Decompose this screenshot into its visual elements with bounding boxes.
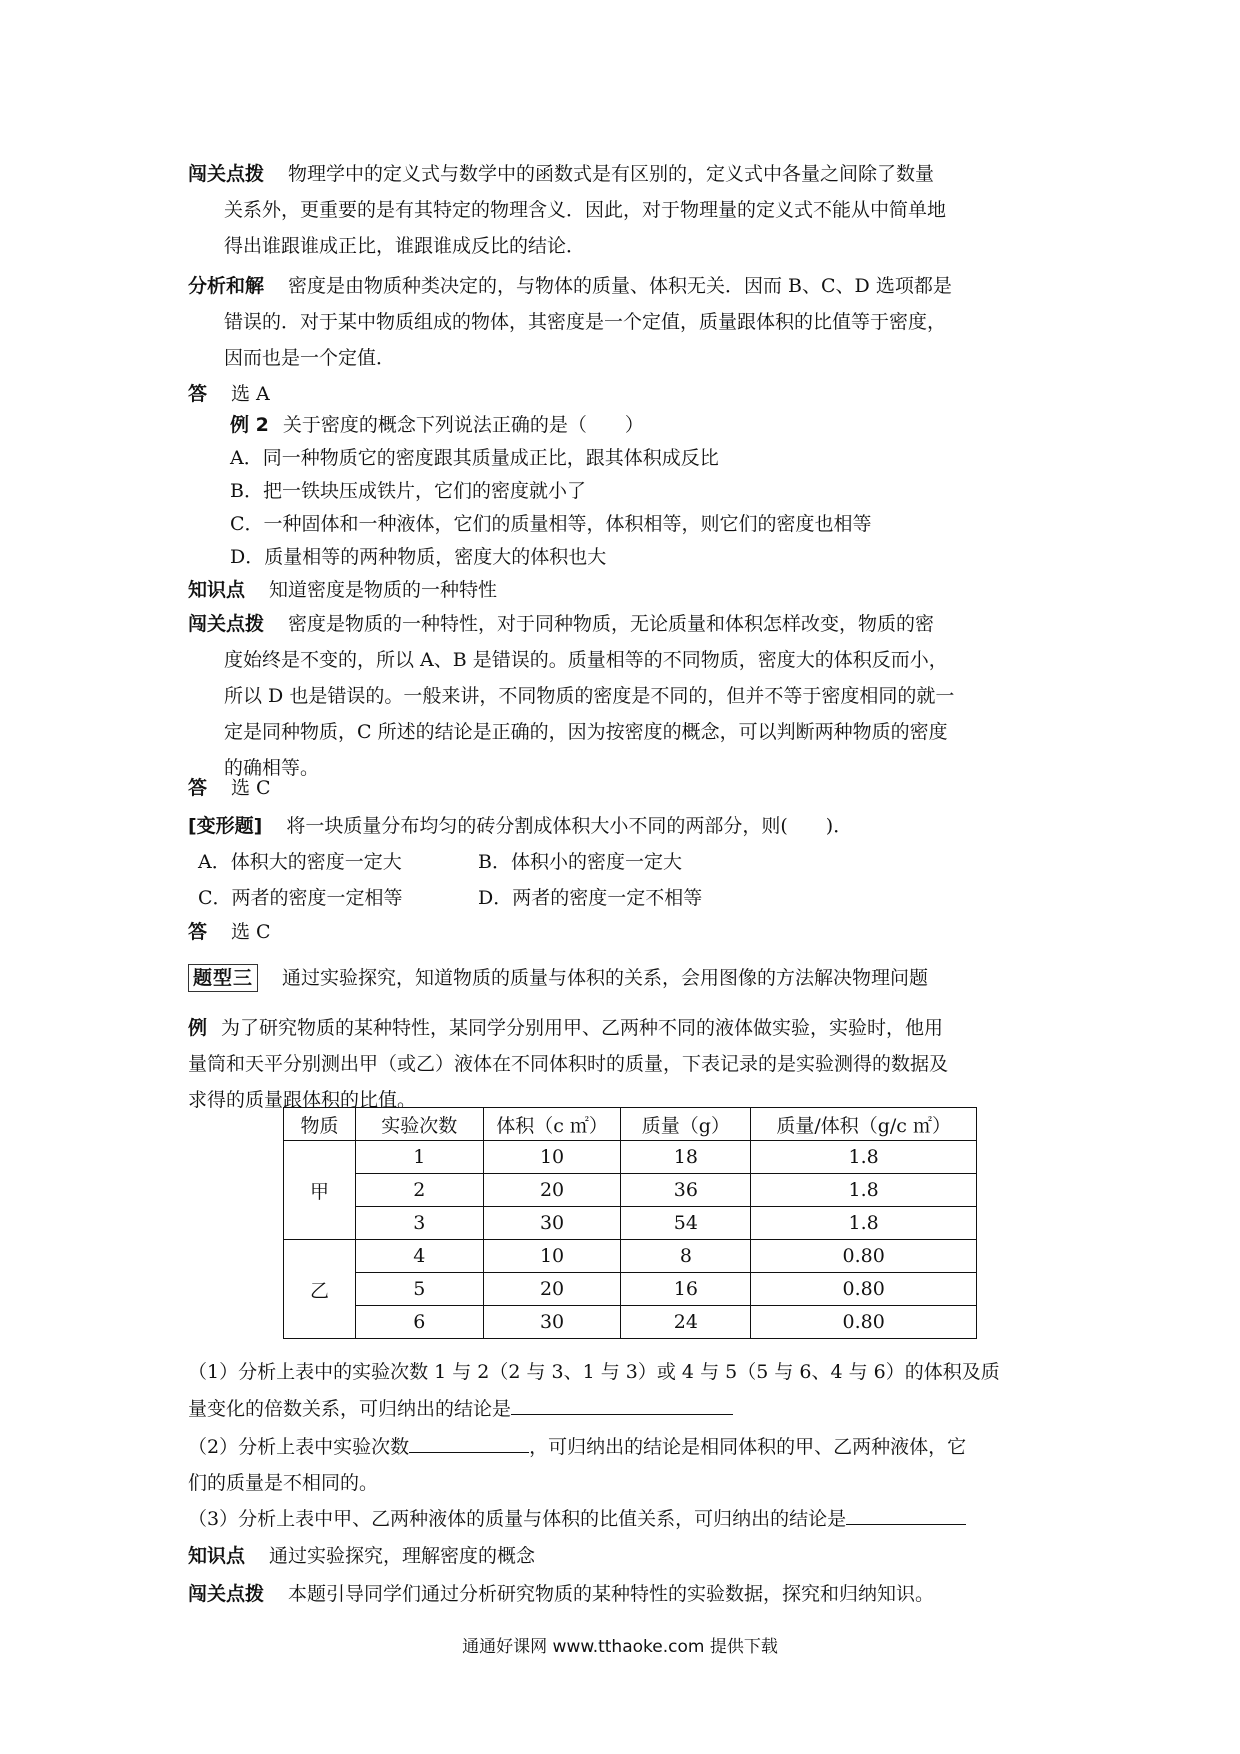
knowledge-point-1 [188, 572, 1060, 608]
example-2 [188, 409, 1060, 574]
table-row [284, 1174, 977, 1207]
topic-text: 通过实验探究，知道物质的质量与体积的关系，会用图像的方法解决物理问题 [282, 967, 929, 989]
hint-paragraph-1 [188, 156, 1060, 264]
variant-label: [变形题] [188, 815, 263, 837]
text-line: 密度是由物质种类决定的，与物体的质量、体积无关．因而 B、C、D 选项都是 [288, 275, 952, 297]
table-row [284, 1306, 977, 1339]
table-cell: 1.8 [751, 1141, 977, 1174]
answer-2 [188, 770, 1060, 806]
hint-label: 闯关点拨 [188, 163, 265, 185]
column-header: 体积（c ㎡） [483, 1108, 621, 1141]
text-line: 关系外，更重要的是有其特定的物理含义．因此，对于物理量的定义式不能从中简单地 [224, 199, 947, 221]
option-d: D．质量相等的两种物质，密度大的体积也大 [230, 546, 607, 568]
option-a: A．同一种物质它的密度跟其质量成正比，跟其体积成反比 [230, 447, 719, 469]
table-cell: 54 [621, 1207, 751, 1240]
text-line: 得出谁跟谁成正比，谁跟谁成反比的结论． [224, 235, 586, 257]
text-line: 本题引导同学们通过分析研究物质的某种特性的实验数据，探究和归纳知识。 [288, 1583, 935, 1605]
column-header: 质量（g） [621, 1108, 751, 1141]
knowledge-label: 知识点 [188, 1545, 246, 1567]
analysis-paragraph [188, 268, 1060, 376]
text-line: 所以 D 也是错误的。一般来讲，不同物质的密度是不同的，但并不等于密度相同的就一 [224, 685, 955, 707]
answer-label: 答 [188, 777, 208, 799]
table-cell: 6 [355, 1306, 483, 1339]
substance-cell: 甲 [284, 1141, 356, 1240]
answer-1 [188, 376, 1060, 412]
answer-label: 答 [188, 921, 208, 943]
table-cell: 0.80 [751, 1273, 977, 1306]
text-line: 为了研究物质的某种特性，某同学分别用甲、乙两种不同的液体做实验，实验时，他用 [221, 1017, 944, 1039]
answer-text: 选 C [231, 921, 271, 943]
question-1 [188, 1354, 1060, 1427]
question-3 [188, 1500, 1060, 1537]
text-line: （3）分析上表中甲、乙两种液体的质量与体积的比值关系，可归纳出的结论是 [188, 1508, 847, 1530]
answer-label: 答 [188, 383, 208, 405]
knowledge-text: 通过实验探究，理解密度的概念 [269, 1545, 536, 1567]
table-cell: 20 [483, 1174, 621, 1207]
table-cell: 2 [355, 1174, 483, 1207]
answer-text: 选 A [231, 383, 270, 405]
variant-option-c: C．两者的密度一定相等 [198, 887, 403, 909]
variant-option-a: A．体积大的密度一定大 [198, 851, 402, 873]
hint-label: 闯关点拨 [188, 1583, 265, 1605]
table-cell: 20 [483, 1273, 621, 1306]
column-header: 实验次数 [355, 1108, 483, 1141]
data-table [283, 1107, 977, 1339]
table-cell: 1.8 [751, 1174, 977, 1207]
variant-question [188, 808, 1060, 916]
text-line: 错误的．对于某中物质组成的物体，其密度是一个定值，质量跟体积的比值等于密度， [224, 311, 947, 333]
text-line: 度始终是不变的，所以 A、B 是错误的。质量相等的不同物质，密度大的体积反而小， [224, 649, 948, 671]
text-line: 求得的质量跟体积的比值。 [188, 1089, 417, 1111]
table-cell: 16 [621, 1273, 751, 1306]
table-row [284, 1141, 977, 1174]
hint-label: 闯关点拨 [188, 613, 265, 635]
table-header-row [284, 1108, 977, 1141]
text-line: 们的质量是不相同的。 [188, 1472, 379, 1494]
table-row [284, 1240, 977, 1273]
variant-text: 将一块质量分布均匀的砖分割成体积大小不同的两部分，则( )． [286, 815, 853, 837]
text-line: 物理学中的定义式与数学中的函数式是有区别的，定义式中各量之间除了数量 [288, 163, 935, 185]
text-line: ，可归纳出的结论是相同体积的甲、乙两种液体，它 [529, 1436, 967, 1458]
table-cell: 3 [355, 1207, 483, 1240]
text-line: （2）分析上表中实验次数 [188, 1436, 410, 1458]
question-2 [188, 1428, 1060, 1501]
example-question: 关于密度的概念下列说法正确的是（ ） [282, 414, 644, 436]
hint-paragraph-3 [188, 1576, 1060, 1612]
example-label: 例 2 [230, 414, 269, 436]
knowledge-point-2 [188, 1538, 1060, 1574]
answer-blank[interactable] [846, 1500, 966, 1525]
variant-option-d: D．两者的密度一定不相等 [478, 887, 703, 909]
table-cell: 1.8 [751, 1207, 977, 1240]
column-header: 质量/体积（g/c ㎡） [751, 1108, 977, 1141]
answer-blank[interactable] [511, 1390, 733, 1415]
text-line: 因而也是一个定值． [224, 347, 396, 369]
option-c: C．一种固体和一种液体，它们的质量相等，体积相等，则它们的密度也相等 [230, 513, 872, 535]
text-line: 定是同种物质，C 所述的结论是正确的，因为按密度的概念，可以判断两种物质的密度 [224, 721, 948, 743]
table-row [284, 1273, 977, 1306]
substance-cell: 乙 [284, 1240, 356, 1339]
text-line: 量变化的倍数关系，可归纳出的结论是 [188, 1398, 512, 1420]
column-header: 物质 [284, 1108, 356, 1141]
example-label: 例 [188, 1017, 208, 1039]
table-cell: 1 [355, 1141, 483, 1174]
answer-3 [188, 914, 1060, 950]
answer-text: 选 C [231, 777, 271, 799]
analysis-label: 分析和解 [188, 275, 265, 297]
table-cell: 24 [621, 1306, 751, 1339]
table-cell: 36 [621, 1174, 751, 1207]
table-cell: 10 [483, 1141, 621, 1174]
text-line: 密度是物质的一种特性，对于同种物质，无论质量和体积怎样改变，物质的密 [288, 613, 935, 635]
knowledge-label: 知识点 [188, 579, 246, 601]
table-cell: 0.80 [751, 1240, 977, 1273]
table-cell: 30 [483, 1306, 621, 1339]
variant-option-b: B．体积小的密度一定大 [478, 851, 682, 873]
text-line: 量筒和天平分别测出甲（或乙）液体在不同体积时的质量，下表记录的是实验测得的数据及 [188, 1053, 949, 1075]
page-footer: 通通好课网 www.tthaoke.com 提供下载 [462, 1637, 778, 1657]
table-row [284, 1207, 977, 1240]
option-b: B．把一铁块压成铁片，它们的密度就小了 [230, 480, 586, 502]
table-cell: 4 [355, 1240, 483, 1273]
knowledge-text: 知道密度是物质的一种特性 [269, 579, 498, 601]
hint-paragraph-2 [188, 606, 1060, 786]
text-line: （1）分析上表中的实验次数 1 与 2（2 与 3、1 与 3）或 4 与 5（5 与 6、4 与 6）的体积及质 [188, 1361, 1000, 1383]
topic-stamp: 题型三 [188, 964, 258, 992]
example-3 [188, 1010, 1060, 1118]
table-cell: 18 [621, 1141, 751, 1174]
text-line: 的确相等。 [224, 757, 320, 779]
topic-header [188, 960, 1060, 996]
answer-blank[interactable] [409, 1428, 529, 1453]
table-cell: 0.80 [751, 1306, 977, 1339]
table-cell: 8 [621, 1240, 751, 1273]
table-cell: 5 [355, 1273, 483, 1306]
table-cell: 10 [483, 1240, 621, 1273]
table-cell: 30 [483, 1207, 621, 1240]
